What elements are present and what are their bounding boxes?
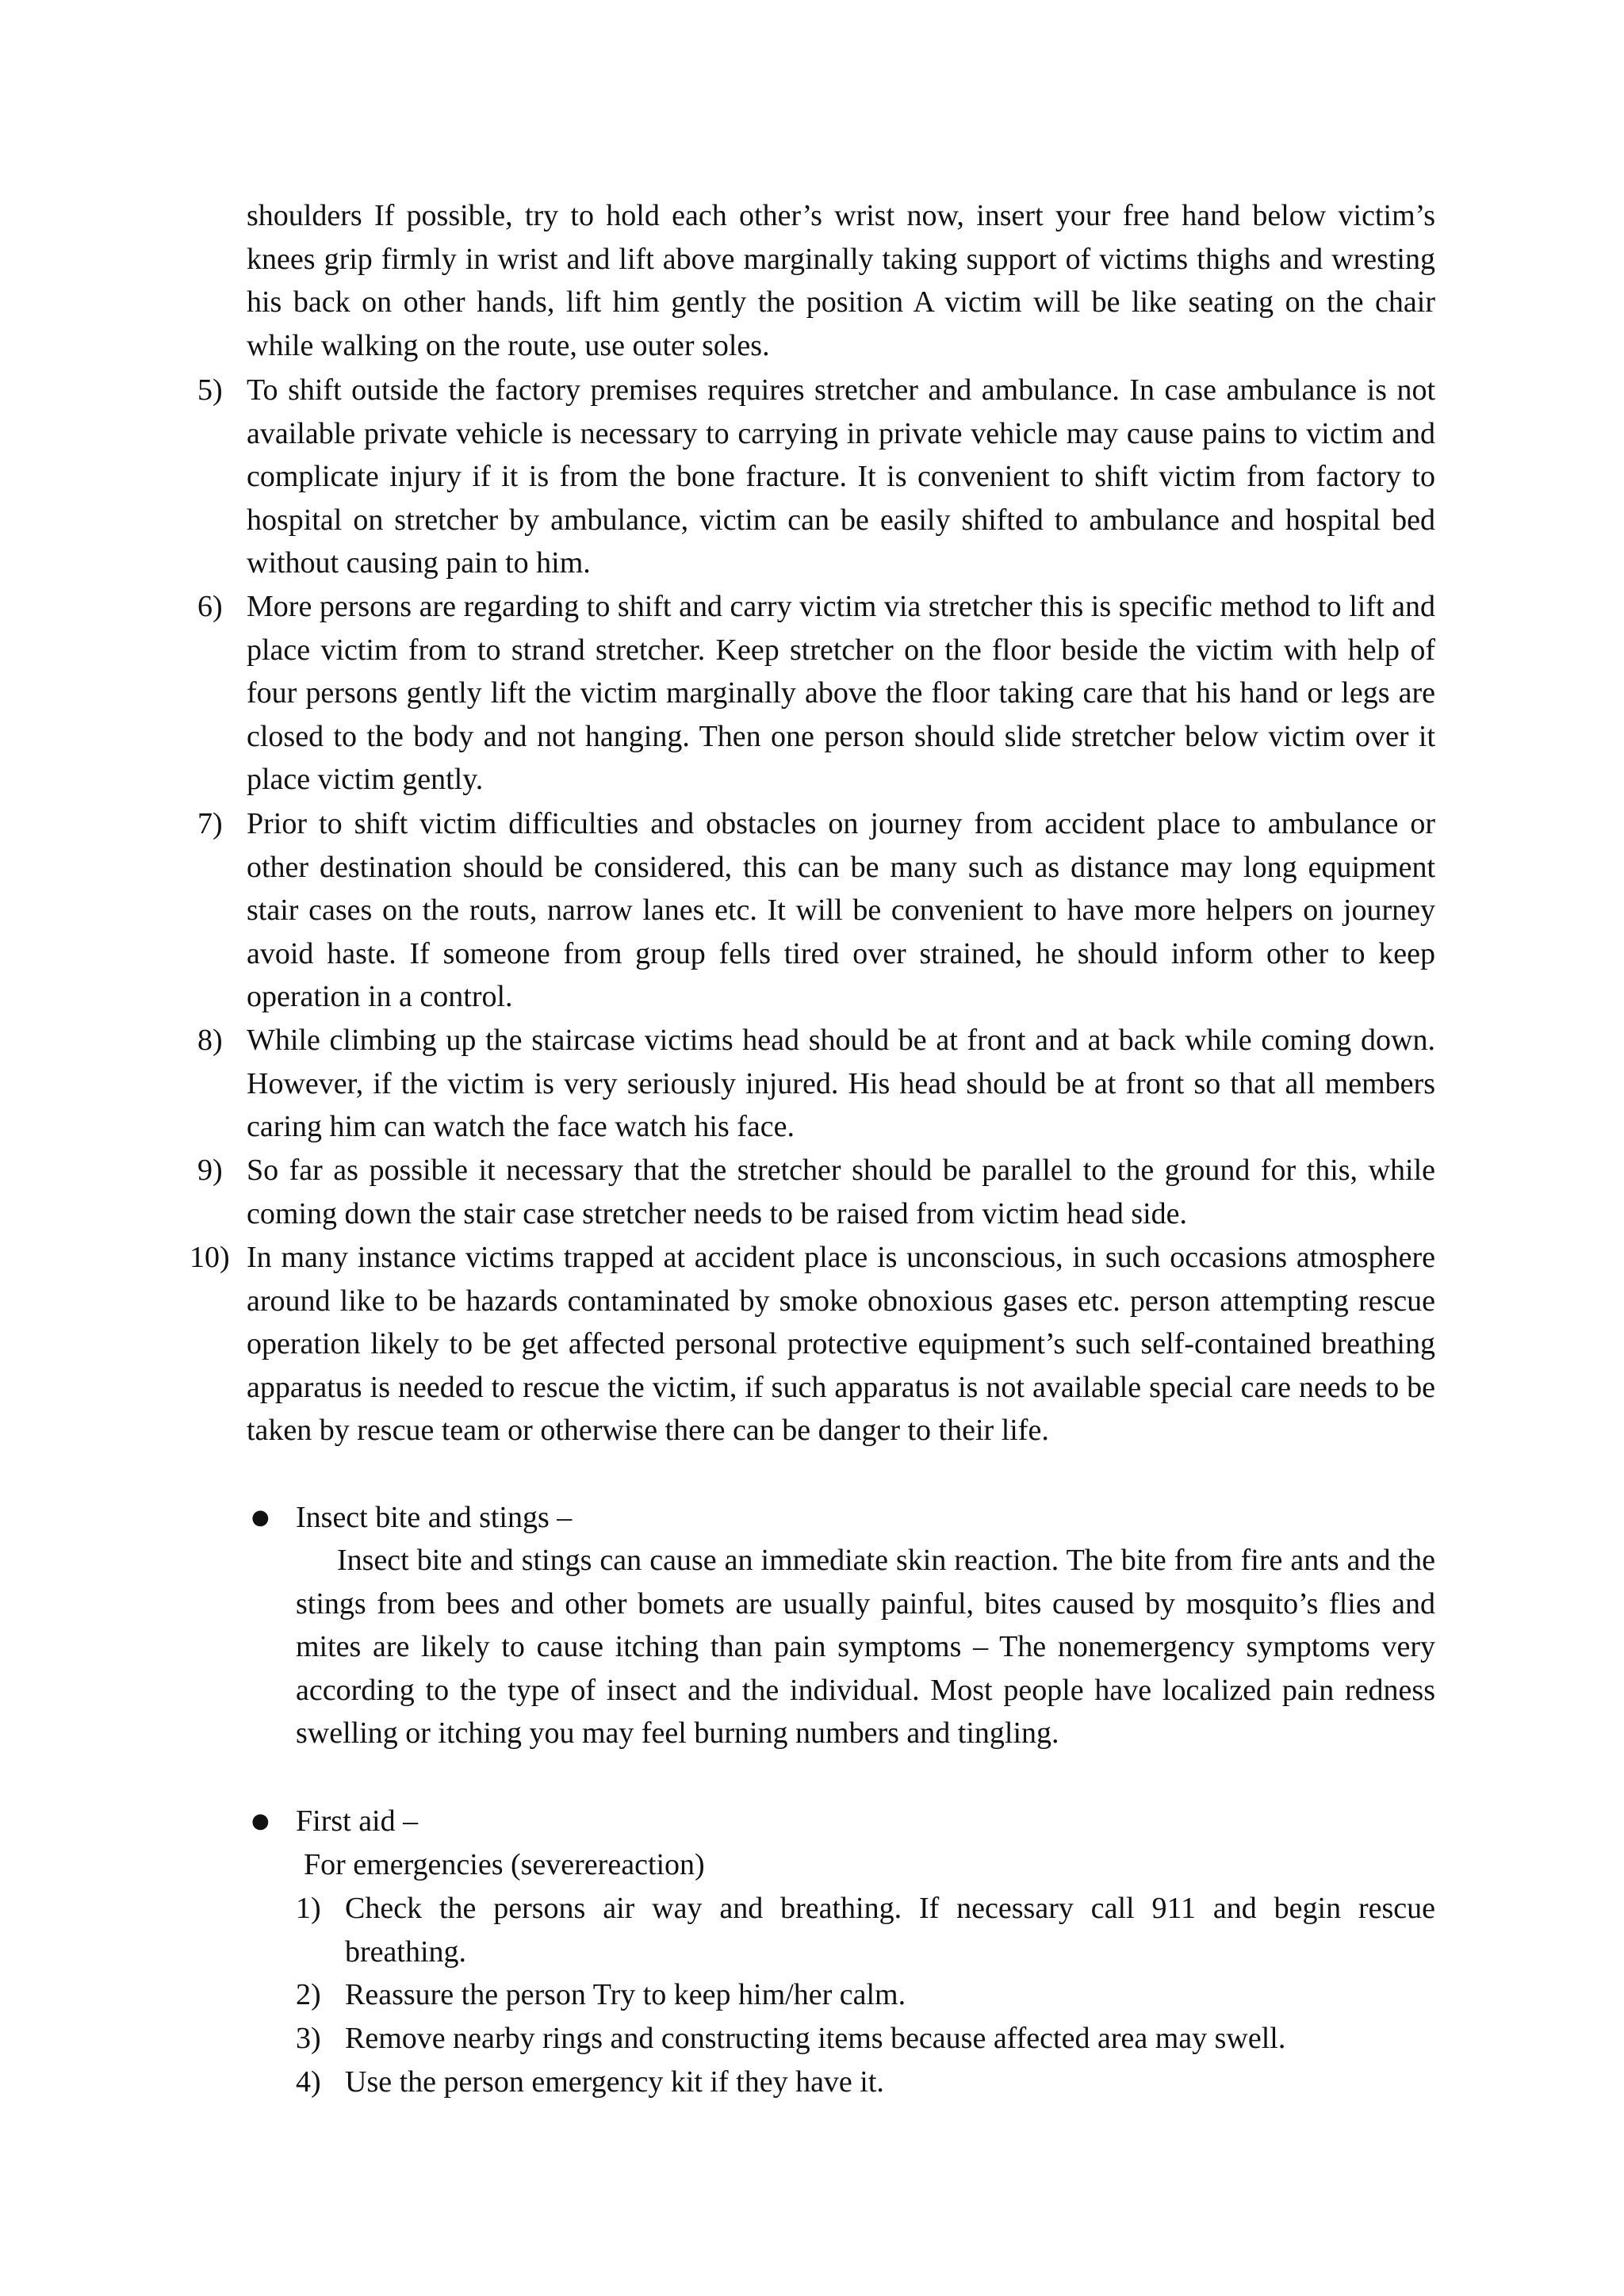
list-item-text: So far as possible it necessary that the stretcher should be parallel to the ground for this, while coming down the stair case stretcher needs to be raised from victim head side. (247, 1154, 1435, 1230)
first-aid-heading: First aid – (296, 1804, 419, 1838)
list-item (190, 1236, 1435, 1452)
first-aid-step (296, 2017, 1435, 2061)
step-text: Use the person emergency kit if they have it. (345, 2065, 884, 2099)
list-item (197, 802, 1435, 1019)
step-text: Check the persons air way and breathing. If necessary call 911 and begin rescue breathing. (345, 1892, 1435, 1969)
list-item-number: 10) (190, 1241, 230, 1274)
list-item-number: 8) (197, 1024, 223, 1057)
list-item-number: 5) (197, 373, 223, 407)
bullet-icon: ● (251, 1809, 270, 1833)
continuation-paragraph: shoulders If possible, try to hold each other’s wrist now, insert your free hand below victim’s knees grip firmly in wrist and lift above marginally taking support of victims thighs and wresting his back on other hands, lift him gently the position A victim will be like seating on the chair while walking on the route, use outer soles. (247, 199, 1435, 362)
insect-heading: Insect bite and stings – (296, 1501, 573, 1534)
list-item-text: Prior to shift victim difficulties and obstacles on journey from accident place to ambulance or other destination should be considered, this can be many such as distance may long equipment stair cases on the routs, narrow lanes etc. It will be convenient to have more helpers on journey avoid haste. If someone from group fells tired over strained, he should inform other to keep operation in a control. (247, 807, 1435, 1014)
list-item-text: More persons are regarding to shift and carry victim via stretcher this is specific method to lift and place victim from to strand stretcher. Keep stretcher on the floor beside the victim with help of four persons gently lift the victim marginally above the floor taking care that his hand or legs are closed to the body and not hanging. Then one person should slide stretcher below victim over it place victim gently. (247, 590, 1435, 797)
step-text: Remove nearby rings and constructing items because affected area may swell. (345, 2022, 1286, 2055)
step-number: 1) (296, 1892, 321, 1925)
list-item-text: To shift outside the factory premises requires stretcher and ambulance. In case ambulance is not available private vehicle is necessary to carrying in private vehicle may cause pains to victim and complicate injury if it is from the bone fracture. It is convenient to shift victim from factory to hospital on stretcher by ambulance, victim can be easily shifted to ambulance and hospital bed without causing pain to him. (247, 373, 1435, 580)
list-item (197, 1019, 1435, 1149)
insect-paragraph (296, 1539, 1435, 1755)
step-text: Reassure the person Try to keep him/her calm. (345, 1978, 906, 2011)
list-item-number: 9) (197, 1154, 223, 1187)
list-item-number: 7) (197, 807, 223, 840)
first-aid-step (296, 2061, 1435, 2104)
step-number: 2) (296, 1978, 321, 2011)
first-aid-subheading: For emergencies (severereaction) (304, 1848, 705, 1881)
list-item-number: 6) (197, 590, 223, 623)
first-aid-step (296, 1887, 1435, 1973)
list-item (197, 585, 1435, 802)
first-aid-step (296, 1973, 1435, 2017)
bullet-insect-bite (251, 1496, 1435, 1540)
list-item-text: In many instance victims trapped at accident place is unconscious, in such occasions atmosphere around like to be hazards contaminated by smoke obnoxious gases etc. person attempting rescue operation likely to be get affected personal protective equipment’s such self-contained breathing apparatus is needed to rescue the victim, if such apparatus is not available special care needs to be taken by rescue team or otherwise there can be danger to their life. (247, 1241, 1435, 1448)
insect-paragraph-text: Insect bite and stings can cause an immediate skin reaction. The bite from fire ants and the stings from bees and other bomets are usually painful, bites caused by mosquito’s flies and mites are likely to cause itching than pain symptoms – The nonemergency symptoms very according to the type of insect and the individual. Most people have localized pain redness swelling or itching you may feel burning numbers and tingling. (296, 1544, 1435, 1751)
list-item (197, 1149, 1435, 1235)
step-number: 3) (296, 2022, 321, 2055)
step-number: 4) (296, 2065, 321, 2099)
list-item (197, 369, 1435, 585)
bullet-icon: ● (251, 1506, 270, 1529)
list-item-text: While climbing up the staircase victims head should be at front and at back while coming down. However, if the victim is very seriously injured. His head should be at front so that all members caring him can watch the face watch his face. (247, 1024, 1435, 1144)
bullet-first-aid (251, 1800, 1435, 1843)
